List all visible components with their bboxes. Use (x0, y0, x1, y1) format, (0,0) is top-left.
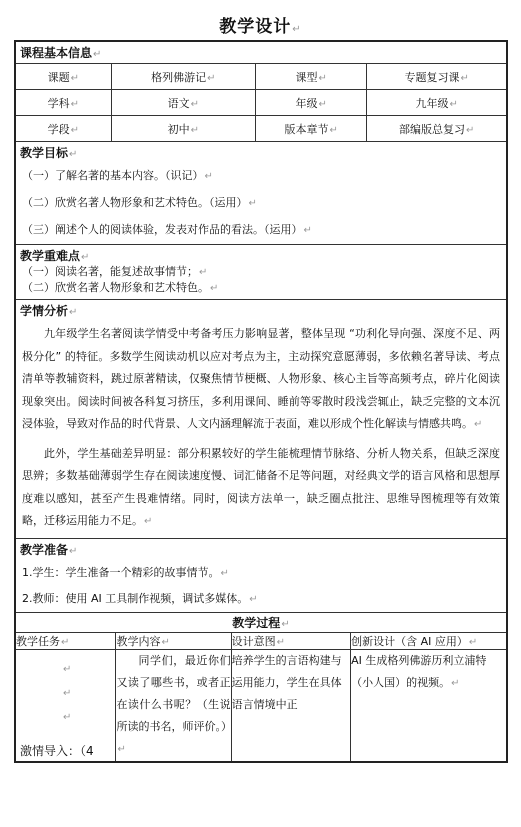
analysis-paragraph: 九年级学生名著阅读学情受中考备考压力影响显著，整体呈现 “功利化导向强、深度不足、两极分化” 的特征。多数学生阅读动机以应对考点为主，主动探究意愿薄弱，多依赖名著导读、考点清单等教辅资料，跳过原著精读，仅聚焦情节梗概、人物形象、核心主旨等高频考点，碎片化阅读现象突出。阅读时间被各科复习挤压，多利用课间、睡前等零散时段浅尝辄止，缺乏完整的文本沉浸体验，导致对作品的时代背景、人文内涵理解流于表面，难以形成个性化解读与情感共鸣。 ↵ (16, 321, 506, 441)
info-value-type: 专题复习课 ↵ (367, 64, 506, 90)
difficulties-heading: 教学重难点 ↵ (16, 245, 506, 264)
info-label-stage: 学段 ↵ (16, 116, 111, 142)
process-row (16, 649, 506, 761)
lesson-plan-table (14, 40, 508, 763)
column-header-content: 教学内容 ↵ (116, 633, 231, 650)
column-header-task: 教学任务 ↵ (16, 633, 116, 650)
basic-info-grid (16, 63, 506, 141)
intent-cell (231, 649, 351, 761)
goal-item: （二）欣赏名著人物形象和艺术特色。（运用） ↵ (16, 190, 506, 217)
content-cell (116, 649, 231, 761)
goals-section (15, 142, 507, 245)
info-value-edition: 部编版总复习 ↵ (367, 116, 506, 142)
task-name: 激情导入：（4 (20, 743, 94, 758)
goals-heading: 教学目标 ↵ (16, 142, 506, 163)
process-heading-cell (15, 612, 507, 632)
info-row (16, 90, 506, 116)
content-text: 同学们，最近你们又读了哪些书，或者正在读什么书呢？（生说所读的书名，师评价。） (116, 653, 232, 733)
info-row (16, 64, 506, 90)
goal-item: （一）了解名著的基本内容。（识记） ↵ (16, 163, 506, 190)
intent-text: 培养学生的言语构建与运用能力，学生在具体语言情境中正 (231, 653, 342, 711)
process-table (16, 633, 506, 761)
difficulty-item: （二）欣赏名著人物形象和艺术特色。 ↵ (16, 280, 506, 299)
info-value-stage: 初中 ↵ (111, 116, 256, 142)
info-value-grade: 九年级 ↵ (367, 90, 506, 116)
preparation-item: 1.学生：学生准备一个精彩的故事情节。 ↵ (16, 560, 506, 586)
info-label-topic: 课题 ↵ (16, 64, 111, 90)
info-value-topic: 格列佛游记 ↵ (111, 64, 256, 90)
info-label-subject: 学科 ↵ (16, 90, 111, 116)
preparation-section (15, 538, 507, 612)
process-heading: 教学过程 ↵ (16, 613, 506, 632)
info-value-subject: 语文 ↵ (111, 90, 256, 116)
difficulty-item: （一）阅读名著，能复述故事情节； ↵ (16, 264, 506, 280)
process-section (15, 632, 507, 762)
goal-item: （三）阐述个人的阅读体验，发表对作品的看法。（运用） ↵ (16, 217, 506, 244)
info-row (16, 116, 506, 142)
preparation-item: 2.教师：使用 AI 工具制作视频，调试多媒体。 ↵ (16, 586, 506, 612)
process-header-row (16, 633, 506, 650)
info-label-grade: 年级 ↵ (256, 90, 367, 116)
analysis-heading: 学情分析 ↵ (16, 300, 506, 321)
task-cell (16, 649, 116, 761)
basic-info-section (15, 41, 507, 142)
info-label-edition: 版本章节 ↵ (256, 116, 367, 142)
column-header-innovation: 创新设计（含 AI 应用） ↵ (351, 633, 506, 650)
column-header-intent: 设计意图 ↵ (231, 633, 351, 650)
difficulties-section (15, 245, 507, 300)
innovation-text: AI 生成格列佛游历利立浦特（小人国）的视频。 (351, 653, 487, 689)
analysis-paragraph: 此外，学生基础差异明显：部分积累较好的学生能梳理情节脉络、分析人物关系，但缺乏深度思辨；多数基础薄弱学生存在阅读速度慢、词汇储备不足等问题，对经典文学的语言风格和思想厚度难以感知，甚至产生畏难情绪。同时，阅读方法单一，缺乏圈点批注、思维导图梳理等有效策略，迁移运用能力不足。 ↵ (16, 441, 506, 538)
innovation-cell (351, 649, 506, 761)
document-title: 教学设计 ↵ (0, 12, 521, 37)
preparation-heading: 教学准备 ↵ (16, 539, 506, 560)
paragraph-marks (62, 658, 71, 730)
info-label-type: 课型 ↵ (256, 64, 367, 90)
analysis-section (15, 300, 507, 539)
basic-info-heading: 课程基本信息 ↵ (16, 42, 506, 63)
